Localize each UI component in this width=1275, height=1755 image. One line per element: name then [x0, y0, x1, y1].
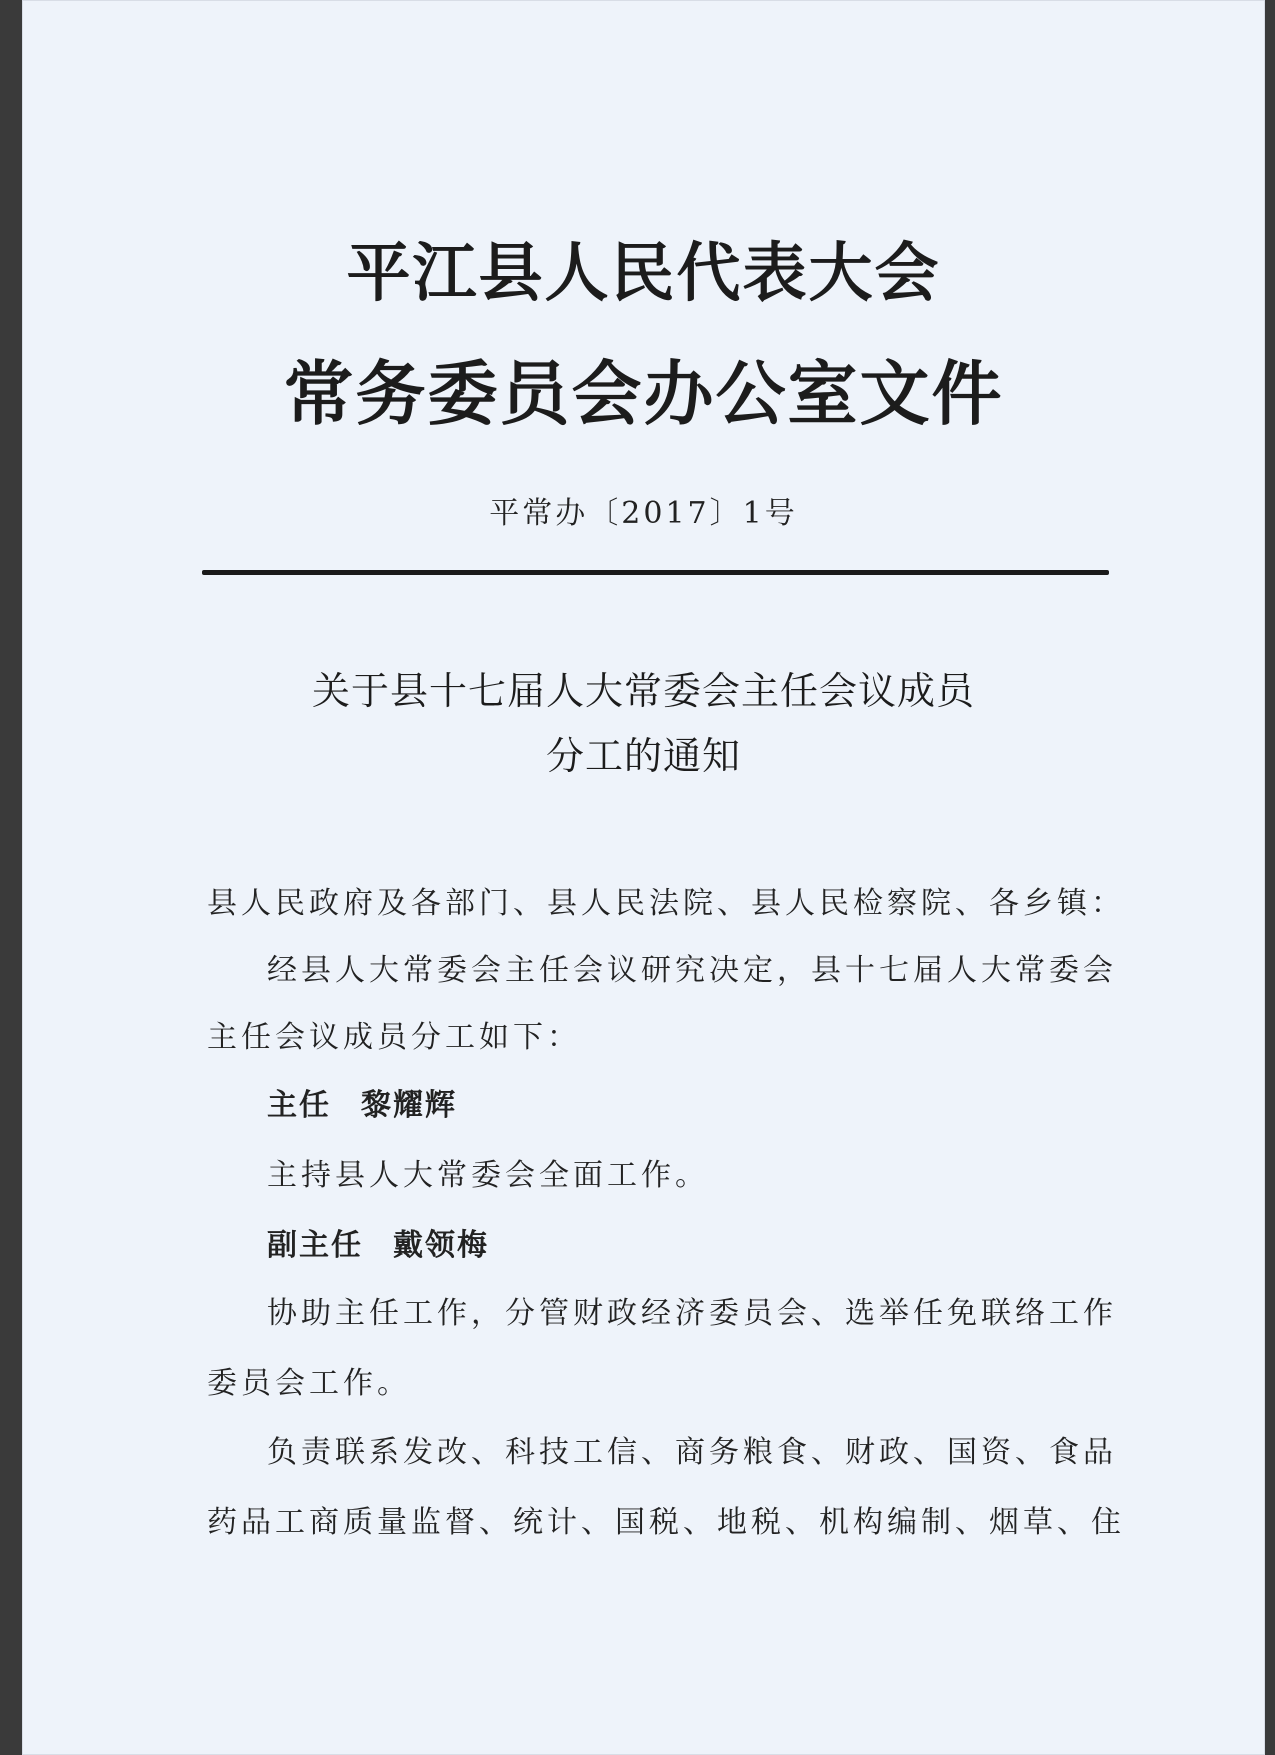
intro-line2: 主任会议成员分工如下：: [207, 1020, 581, 1055]
deputy-contact-line1: 负责联系发改、科技工信、商务粮食、财政、国资、食品: [267, 1435, 1117, 1470]
notice-title-line2: 分工的通知: [545, 734, 741, 778]
director-name: 黎耀辉: [361, 1088, 457, 1123]
document-header-line1: 平江县人民代表大会: [346, 236, 941, 311]
document-header-line2: 常务委员会办公室文件: [283, 352, 1004, 435]
recipients-line: 县人民政府及各部门、县人民法院、县人民检察院、各乡镇：: [207, 886, 1125, 921]
deputy-director-name: 戴领梅: [393, 1228, 489, 1263]
deputy-contact-line2: 药品工商质量监督、统计、国税、地税、机构编制、烟草、住: [207, 1505, 1125, 1540]
director-heading: [267, 1080, 457, 1124]
director-title: 主任: [267, 1088, 331, 1123]
document-page: [22, 0, 1265, 1755]
deputy-duty-line1: 协助主任工作，分管财政经济委员会、选举任免联络工作: [267, 1296, 1117, 1331]
deputy-duty-line2: 委员会工作。: [207, 1366, 411, 1401]
document-number: 平常办〔2017〕1号: [489, 496, 798, 531]
deputy-director-heading: [267, 1220, 489, 1264]
header-separator-line: [202, 570, 1109, 575]
deputy-director-title: 副主任: [267, 1228, 363, 1263]
intro-line1: 经县人大常委会主任会议研究决定，县十七届人大常委会: [267, 953, 1117, 988]
notice-title-line1: 关于县十七届人大常委会主任会议成员: [311, 669, 975, 713]
director-duty: 主持县人大常委会全面工作。: [267, 1158, 709, 1193]
